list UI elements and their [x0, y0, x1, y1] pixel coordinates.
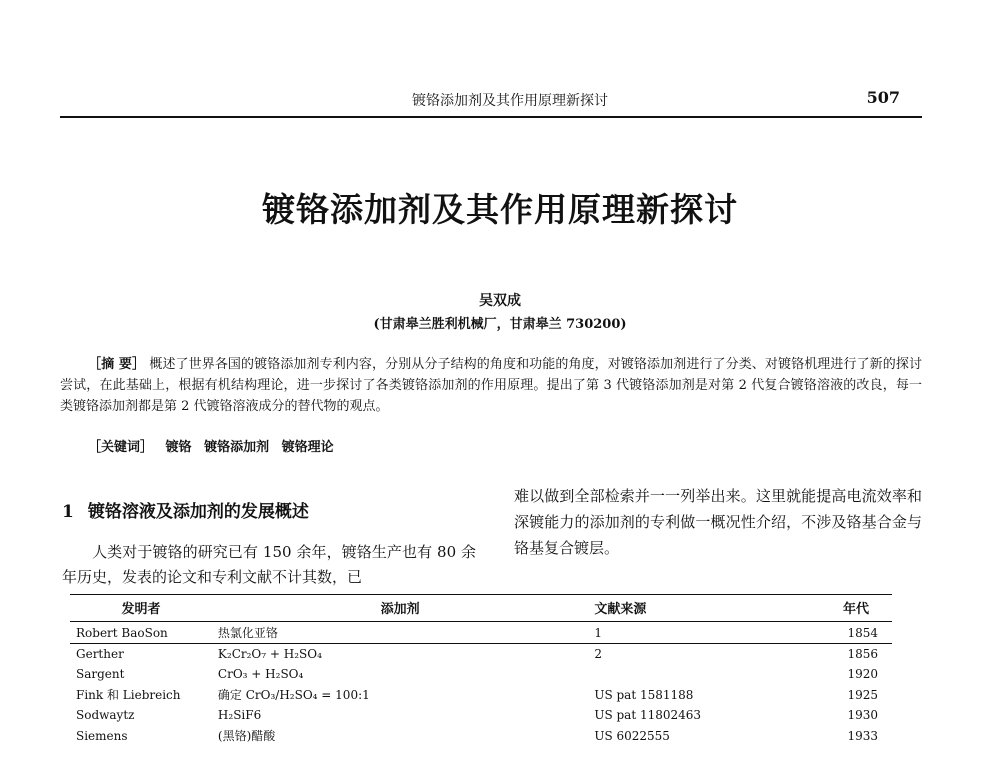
cell-year: 1930 [847, 708, 878, 722]
cell-inventor: Sargent [76, 667, 125, 681]
table-row [70, 684, 892, 705]
cell-additive: H₂SiF6 [217, 708, 262, 722]
section-heading [62, 497, 482, 522]
cell-source: US 6022555 [594, 728, 670, 743]
cell-inventor: Gerther [76, 647, 124, 661]
abstract [60, 354, 922, 417]
table-row [70, 622, 892, 644]
keyword: 镀铬 [165, 440, 192, 455]
cell-inventor: Siemens [76, 728, 128, 743]
abstract-label: ［摘 要］ [88, 357, 146, 372]
article-title: 镀铬添加剂及其作用原理新探讨 [262, 190, 738, 229]
section-title: 镀铬溶液及添加剂的发展概述 [87, 502, 309, 522]
additive-history-table [70, 594, 892, 746]
cell-inventor: Sodwaytz [76, 708, 135, 722]
author-name: 吴双成 [479, 293, 521, 309]
cell-year: 1854 [820, 622, 892, 644]
col-header-inventor: 发明者 [70, 595, 212, 622]
keywords-label: ［关键词］ [88, 440, 154, 455]
table-row [70, 644, 892, 665]
keyword: 镀铬理论 [281, 440, 334, 455]
cell-source: US pat 1581188 [594, 687, 694, 702]
cell-source [588, 664, 820, 684]
cell-source: 2 [594, 647, 602, 661]
cell-inventor: Fink 和 Liebreich [76, 688, 181, 702]
body-text-right [514, 483, 922, 561]
cell-year: 1920 [847, 667, 878, 681]
col-header-source: 文献来源 [588, 595, 820, 622]
table-header-row [70, 595, 892, 622]
author-affiliation: (甘肃皋兰胜利机械厂，甘肃皋兰 730200) [373, 317, 627, 332]
col-header-additive: 添加剂 [212, 595, 588, 622]
cell-year: 1925 [847, 687, 878, 702]
cell-additive: 确定 CrO₃/H₂SO₄ = 100:1 [217, 688, 370, 702]
cell-additive: (黑铬)醋酸 [217, 729, 276, 743]
cell-year: 1933 [847, 728, 878, 743]
abstract-text: 概述了世界各国的镀铬添加剂专利内容，分别从分子结构的角度和功能的角度，对镀铬添加剂进行了分类、对镀铬机理进行了新的探讨尝试，在此基础上，根据有机结构理论，进一步探讨了各类镀铬添加剂的作用原理。提出了第 3 代镀铬添加剂是对第 2 代复合镀铬溶液的改良，每一类镀铬添加剂都是第 2 代镀铬溶液成分的替代物的观点。 [60, 357, 922, 414]
cell-source: 1 [588, 622, 820, 644]
cell-inventor: Robert BaoSon [70, 622, 212, 644]
cell-additive: 热氯化亚铬 [212, 622, 588, 644]
col-header-year: 年代 [820, 595, 892, 622]
keywords [88, 436, 922, 455]
cell-additive: CrO₃ + H₂SO₄ [217, 667, 304, 681]
header-rule [60, 116, 922, 118]
paragraph-left: 人类对于镀铬的研究已有 150 余年，镀铬生产也有 80 余年历史，发表的论文和专利文献不计其数，已 [62, 543, 476, 586]
page-number: 507 [866, 88, 900, 107]
paragraph-right: 难以做到全部检索并一一列举出来。这里就能提高电流效率和深镀能力的添加剂的专利做一概况性介绍，不涉及铬基合金与铬基复合镀层。 [514, 487, 922, 557]
running-head-title: 镀铬添加剂及其作用原理新探讨 [412, 93, 608, 109]
section-number: 1 [62, 502, 74, 522]
body-text-left [62, 540, 476, 590]
table-row [70, 705, 892, 725]
table-row [70, 664, 892, 684]
cell-additive: K₂Cr₂O₇ + H₂SO₄ [217, 647, 322, 661]
cell-source: US pat 11802463 [594, 708, 702, 722]
table-row [70, 725, 892, 746]
keyword: 镀铬添加剂 [204, 440, 270, 455]
cell-year: 1856 [847, 647, 878, 661]
